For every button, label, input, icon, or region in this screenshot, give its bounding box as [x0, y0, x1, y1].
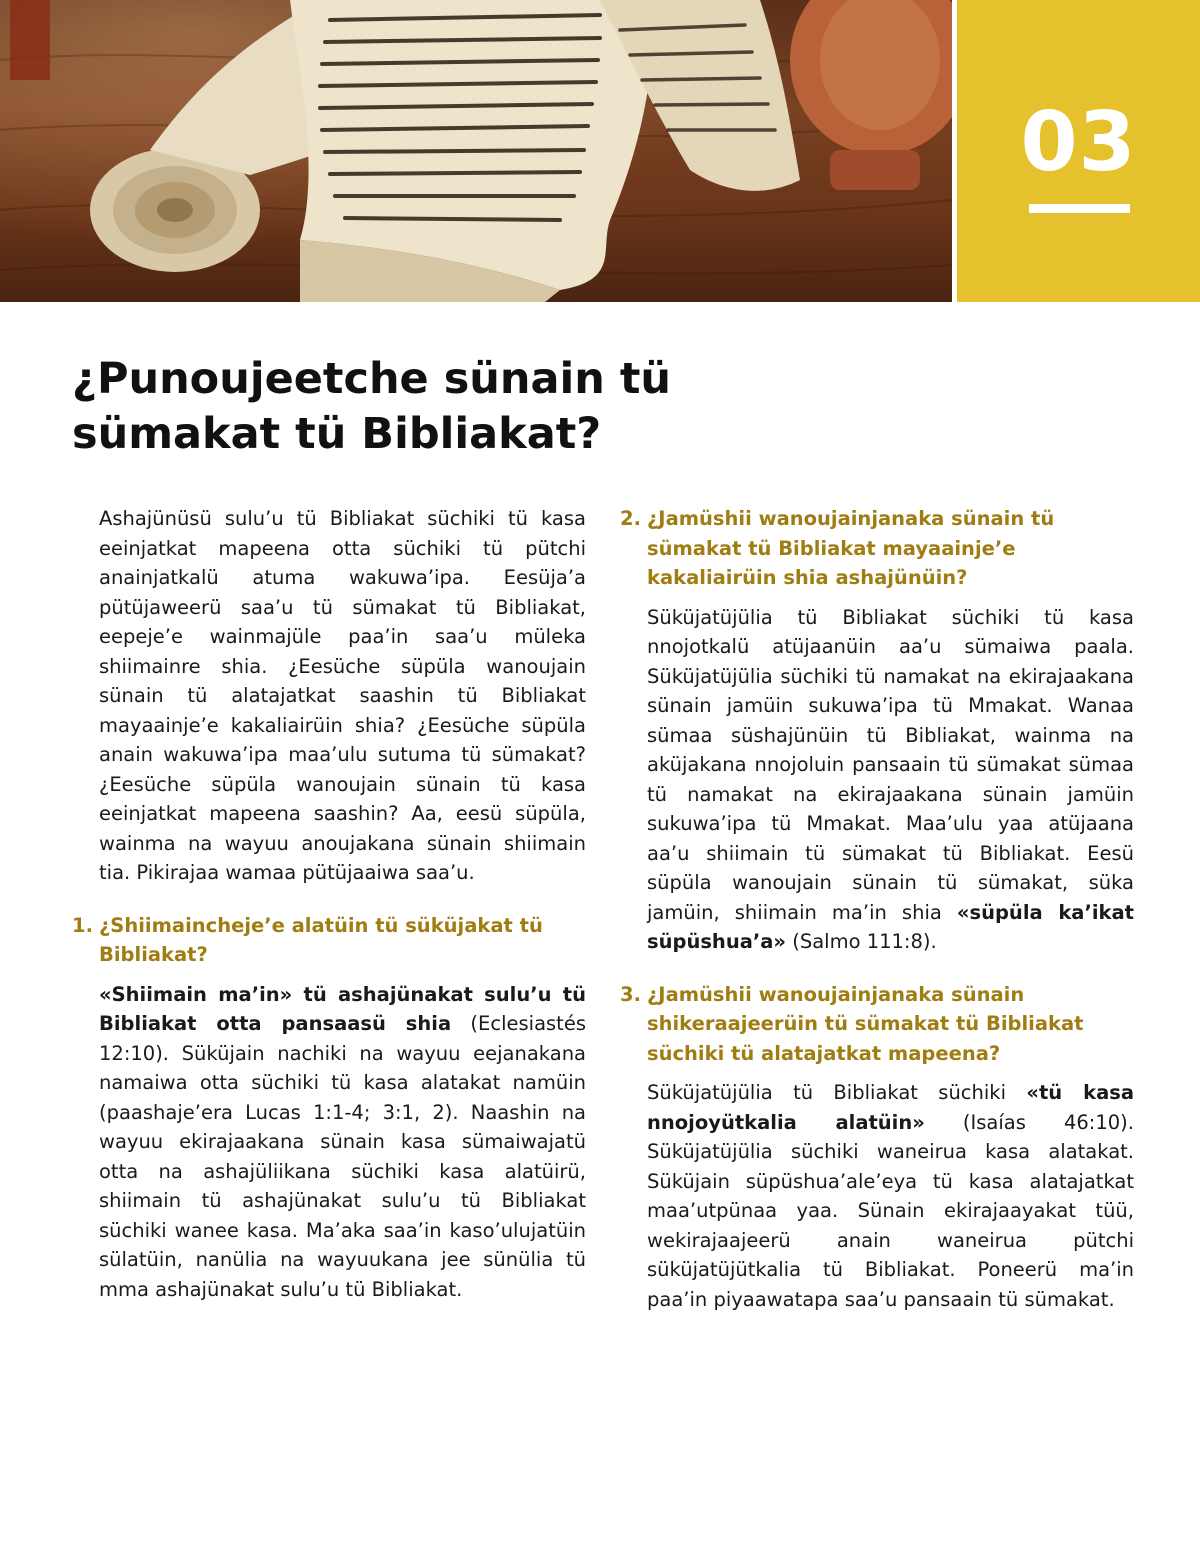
section-2-number: 2. — [620, 507, 641, 530]
header-photo — [0, 0, 952, 302]
section-2-heading-text: ¿Jamüshii wanoujainjanaka sünain tü sümakat tü Bibliakat mayaainje’e kakaliairüin shia ashajünüin? — [647, 507, 1055, 589]
section-2-heading — [620, 504, 1134, 593]
section-1-body: Süküjain nachiki na wayuu eejanakana namaiwa otta süchiki tü kasa alatakat namüin (paashaje’era Lucas 1:1-4; 3:1, 2). Naashin na wayuu ekirajaakana sünain kasa sümaiwajatü otta na ashajüliikana süchiki kasa alatüirü, shiimain tü ashajünakat sulu’u tü Bibliakat süchiki wanee kasa. Ma’aka saa’in kaso’ulujatüin sülatüin, nanülia na wayuukana jee sünülia tü mma ashajünakat sulu’u tü Bibliakat. — [99, 1041, 587, 1301]
section-3-number: 3. — [620, 982, 641, 1006]
lesson-number: 03 — [1020, 95, 1137, 190]
section-1-paragraph — [72, 980, 586, 1305]
title-line-2: sümakat tü Bibliakat? — [72, 409, 602, 459]
title-line-1: ¿Punoujeetche sünain tü — [72, 354, 672, 404]
page-title — [72, 352, 832, 462]
right-column — [620, 504, 1134, 1314]
section-1-bold-quote: «Shiimain ma’in» tü ashajünakat sulu’u tü Bibliakat otta pansaasü shia — [99, 982, 586, 1035]
badge-underline — [1029, 204, 1130, 213]
section-3-heading — [620, 980, 1134, 1069]
section-2-paragraph — [620, 603, 1134, 957]
section-3-body-tail: Süküjatüjülia süchiki waneirua kasa alatakat. Süküjain süpüshua’ale’eya tü kasa alatajatkat maa’utpünaa yaa. Sünain ekirajaayakat tüü, wekirajaajeerü anain waneirua pütchi süküjatüjütkalia tü Bibliakat. Poneerü ma’in paa’in piyaawatapa saa’u pansaain tü sümakat. — [647, 1140, 1134, 1311]
section-2-reference: (Salmo 111:8). — [786, 930, 937, 953]
section-2-body: Süküjatüjülia tü Bibliakat süchiki tü kasa nnojotkalü atüjaanüin aa’u sümaiwa paala. Süküjatüjülia süchiki tü namakat na ekirajaakana sünain jamüin sukuwa’ipa tü Mmakat. Wanaa sümaa süshajünüin tü Bibliakat, wainma na aküjakana nnojoluin pansaain tü sümakat sümaa tü namakat na ekirajaakana sünain jamüin sukuwa’ipa tü Mmakat. Maa’ulu yaa atüjaana aa’u shiimain tü sümakat tü Bibliakat. Eesü süpüla wanoujain sünain tü sümakat, süka jamüin, shiimain ma’in shia — [647, 605, 1134, 924]
section-1-reference: (Eclesiastés 12:10). — [99, 1012, 586, 1065]
scrolls-illustration — [0, 0, 952, 302]
section-1-heading — [72, 911, 586, 970]
section-3-paragraph — [620, 1078, 1134, 1314]
intro-paragraph: Ashajünüsü sulu’u tü Bibliakat süchiki tü kasa eeinjatkat mapeena otta süchiki tü pütchi anainjatkalü atuma wakuwa’ipa. Eesüja’a pütüjaweerü saa’u tü sümakat tü Bibliakat, eepeje’e wainmajüle paa’in saa’u müleka shiimainre shia. ¿Eesüche süpüla wanoujain sünain tü alatajatkat saashin tü Bibliakat mayaainje’e kakaliairüin shia? ¿Eesüche süpüla anain wakuwa’ipa maa’ulu sutuma tü sümakat? ¿Eesüche süpüla wanoujain sünain tü kasa eeinjatkat mapeena saashin? Aa, eesü süpüla, wainma na wayuu anoujakana sünain shiimain tia. Pikirajaa wamaa pütüjaaiwa saa’u. — [99, 507, 586, 884]
section-3-heading-text: ¿Jamüshii wanoujainjanaka sünain shikeraajeerüin tü sümakat tü Bibliakat süchiki tü alatajatkat mapeena? — [647, 982, 1084, 1065]
section-3-body-lead: Süküjatüjülia tü Bibliakat süchiki — [647, 1081, 1027, 1104]
section-1-heading-text: ¿Shiimaincheje’e alatüin tü süküjakat tü Bibliakat? — [99, 913, 543, 966]
section-2-bold-quote: «süpüla ka’ikat süpüshua’a» — [647, 900, 1134, 953]
section-1-number: 1. — [72, 913, 93, 937]
section-3-reference: (Isaías 46:10). — [924, 1110, 1134, 1134]
lesson-badge — [957, 0, 1200, 302]
section-3-bold-quote: «tü kasa nnojoyütkalia alatüin» — [647, 1081, 1135, 1134]
left-column — [72, 504, 586, 1304]
